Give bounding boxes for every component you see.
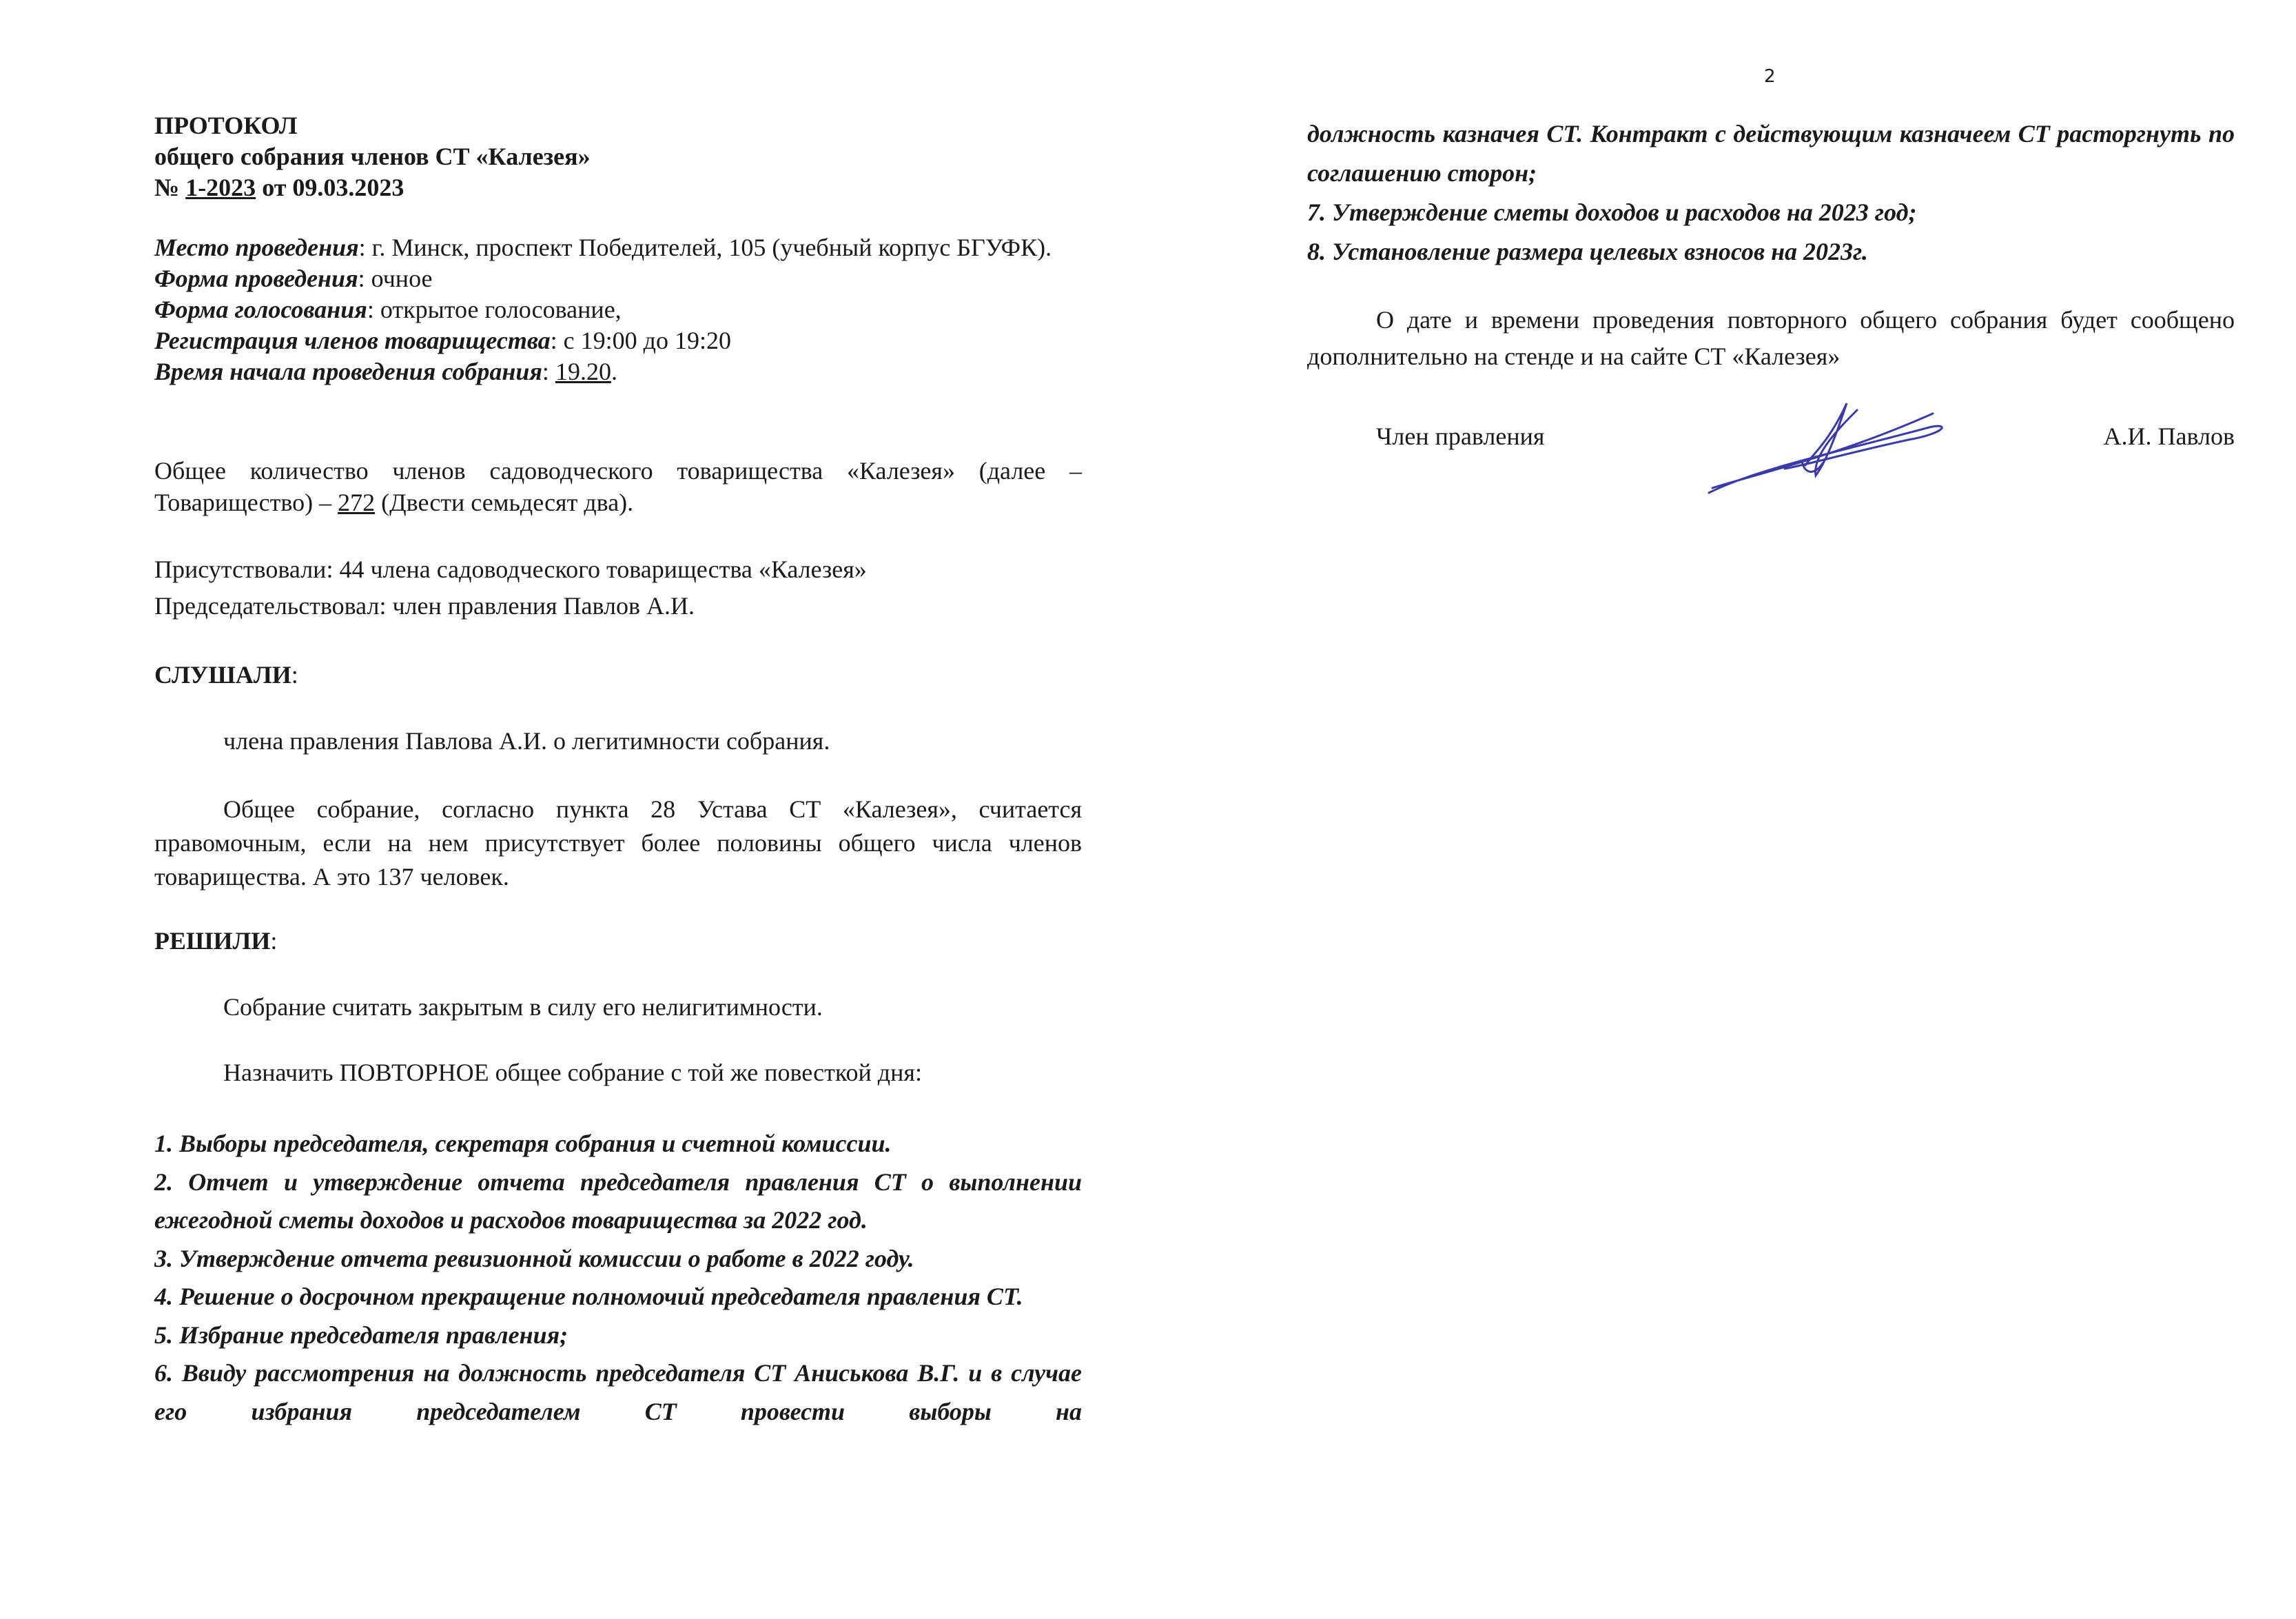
detail-form [154,263,1082,294]
protocol-date: от 09.03.2023 [256,174,404,201]
heard-p1: члена правления Павлова А.И. о легитимности собрания. [223,727,830,755]
agenda-list-continued [1307,114,2235,272]
detail-value: : открытое голосование, [367,296,622,323]
agenda-item: 7. Утверждение сметы доходов и расходов на 2023 год; [1307,198,1917,226]
number-prefix: № [154,174,186,201]
detail-value: : г. Минск, проспект Победителей, 105 (учебный корпус БГУФК). [358,234,1052,261]
heard-p2: Общее собрание, согласно пункта 28 Устава СТ «Калезея», считается правомочным, если на нем присутствует более половины общего числа членов товарищества. А это 137 человек. [154,795,1082,890]
detail-label: Место проведения [154,234,359,261]
detail-label: Форма проведения [154,265,358,292]
detail-label: Форма голосования [154,296,367,323]
signer-role: Член правления [1376,422,1545,450]
detail-place [154,232,1082,263]
agenda-item: 1. Выборы председателя, секретаря собрания и счетной комиссии. [154,1130,892,1157]
detail-start-time [154,356,1082,387]
detail-voting [154,294,1082,325]
heading-text: СЛУШАЛИ [154,661,291,689]
chaired-text: Председательствовал: член правления Павлов А.И. [154,592,695,620]
agenda-list [154,1125,1082,1431]
signer-name: А.И. Павлов [2103,422,2235,450]
agenda-item: должность казначея СТ. Контракт с действующим казначеем СТ расторгнуть по соглашению сторон; [1307,120,2235,187]
page-number: 2 [1764,66,1776,87]
decided-p2: Назначить ПОВТОРНОЕ общее собрание с той же повесткой дня: [223,1059,922,1086]
meeting-details [154,232,1082,387]
decided-p1: Собрание считать закрытым в силу его нелигитимности. [223,993,823,1021]
members-text: Общее количество членов садоводческого товарищества «Калезея» (далее – Товарищество) – [154,457,1082,516]
attended-text: Присутствовали: 44 члена садоводческого товарищества «Калезея» [154,556,867,583]
heading-colon: : [270,927,278,955]
agenda-item: 6. Ввиду рассмотрения на должность председателя СТ Аниськова В.Г. и в случае его избрания председателем СТ провести выборы на [154,1359,1082,1425]
detail-registration [154,325,1082,356]
decided-heading [154,926,1082,955]
agenda-item: 4. Решение о досрочном прекращение полномочий председателя правления СТ. [154,1283,1023,1310]
detail-sep: : [542,358,555,385]
agenda-item: 2. Отчет и утверждение отчета председателя правления СТ о выполнении ежегодной сметы доходов и расходов товарищества за 2022 год. [154,1168,1082,1234]
members-number: 272 [338,489,376,516]
document-subtitle: общего собрания членов СТ «Калезея» [154,143,591,170]
document-title: ПРОТОКОЛ [154,112,298,139]
attendance [154,551,1082,624]
agenda-item: 3. Утверждение отчета ревизионной комиссии о работе в 2022 году. [154,1244,914,1272]
agenda-item: 8. Установление размера целевых взносов на 2023г. [1307,238,1868,265]
document-header [154,110,1082,203]
members-text-after: (Двести семьдесят два). [375,489,634,516]
notice-paragraph: О дате и времени проведения повторного общего собрания будет сообщено дополнительно на стенде и на сайте СТ «Калезея» [1307,306,2235,370]
handwritten-signature [1702,400,1957,503]
number-value: 1-2023 [185,174,256,201]
detail-label: Время начала проведения собрания [154,358,542,385]
detail-value: 19.20 [555,358,611,385]
detail-label: Регистрация членов товарищества [154,327,551,354]
detail-value: : с 19:00 до 19:20 [550,327,731,354]
heading-colon: : [291,661,298,689]
detail-value: : очное [358,265,433,292]
heading-text: РЕШИЛИ [154,927,271,955]
members-count [154,455,1082,518]
protocol-number [154,172,1082,203]
detail-suffix: . [611,358,617,385]
agenda-item: 5. Избрание председателя правления; [154,1321,568,1349]
heard-heading [154,660,1082,689]
